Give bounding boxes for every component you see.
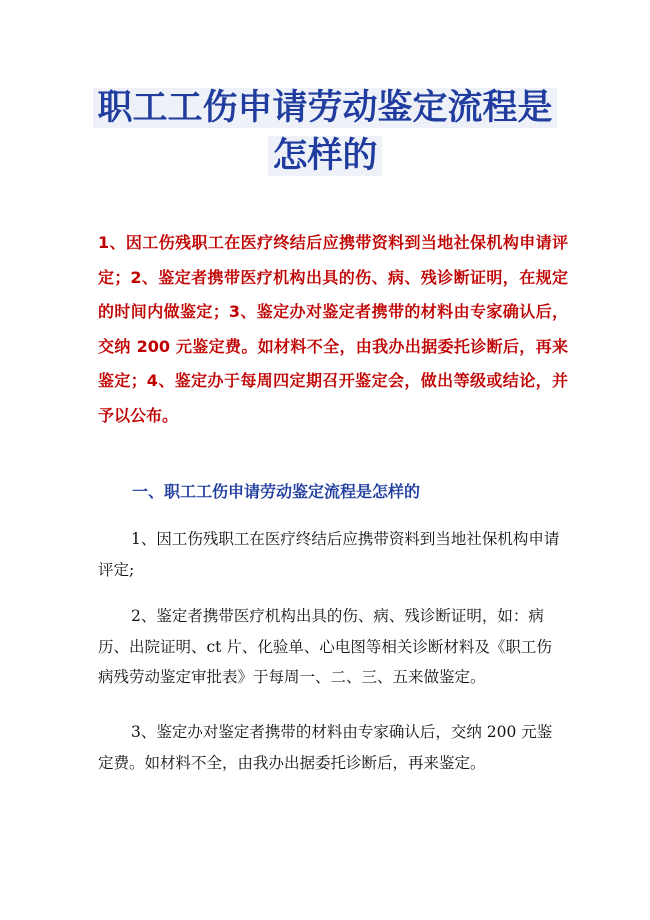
section-heading: 一、职工工伤申请劳动鉴定流程是怎样的 xyxy=(132,482,421,501)
title-text-2: 怎样的 xyxy=(268,136,381,176)
body-paragraph-3: 3、鉴定办对鉴定者携带的材料由专家确认后，交纳 200 元鉴定费。如材料不全，由我办出据委托诊断后，再来鉴定。 xyxy=(98,723,553,772)
summary-paragraph: 1、因工伤残职工在医疗终结后应携带资料到当地社保机构申请评定；2、鉴定者携带医疗机构出具的伤、病、残诊断证明，在规定的时间内做鉴定；3、鉴定办对鉴定者携带的材料由专家确认后，交纳 200 元鉴定费。如材料不全，由我办出据委托诊断后，再来鉴定；4、鉴定办于每周四定期召开鉴定会，做出等级或结论，并予以公布。 xyxy=(98,233,568,425)
title-text-1: 职工工伤申请劳动鉴定流程是 xyxy=(93,88,556,128)
body-paragraph-1: 1、因工伤残职工在医疗终结后应携带资料到当地社保机构申请评定; xyxy=(98,530,560,579)
body-paragraph-2: 2、鉴定者携带医疗机构出具的伤、病、残诊断证明，如：病历、出院证明、ct 片、化验单、心电图等相关诊断材料及《职工伤病残劳动鉴定审批表》于每周一、二、三、五来做鉴定。 xyxy=(98,607,552,686)
document-title-line-2 xyxy=(0,128,650,184)
